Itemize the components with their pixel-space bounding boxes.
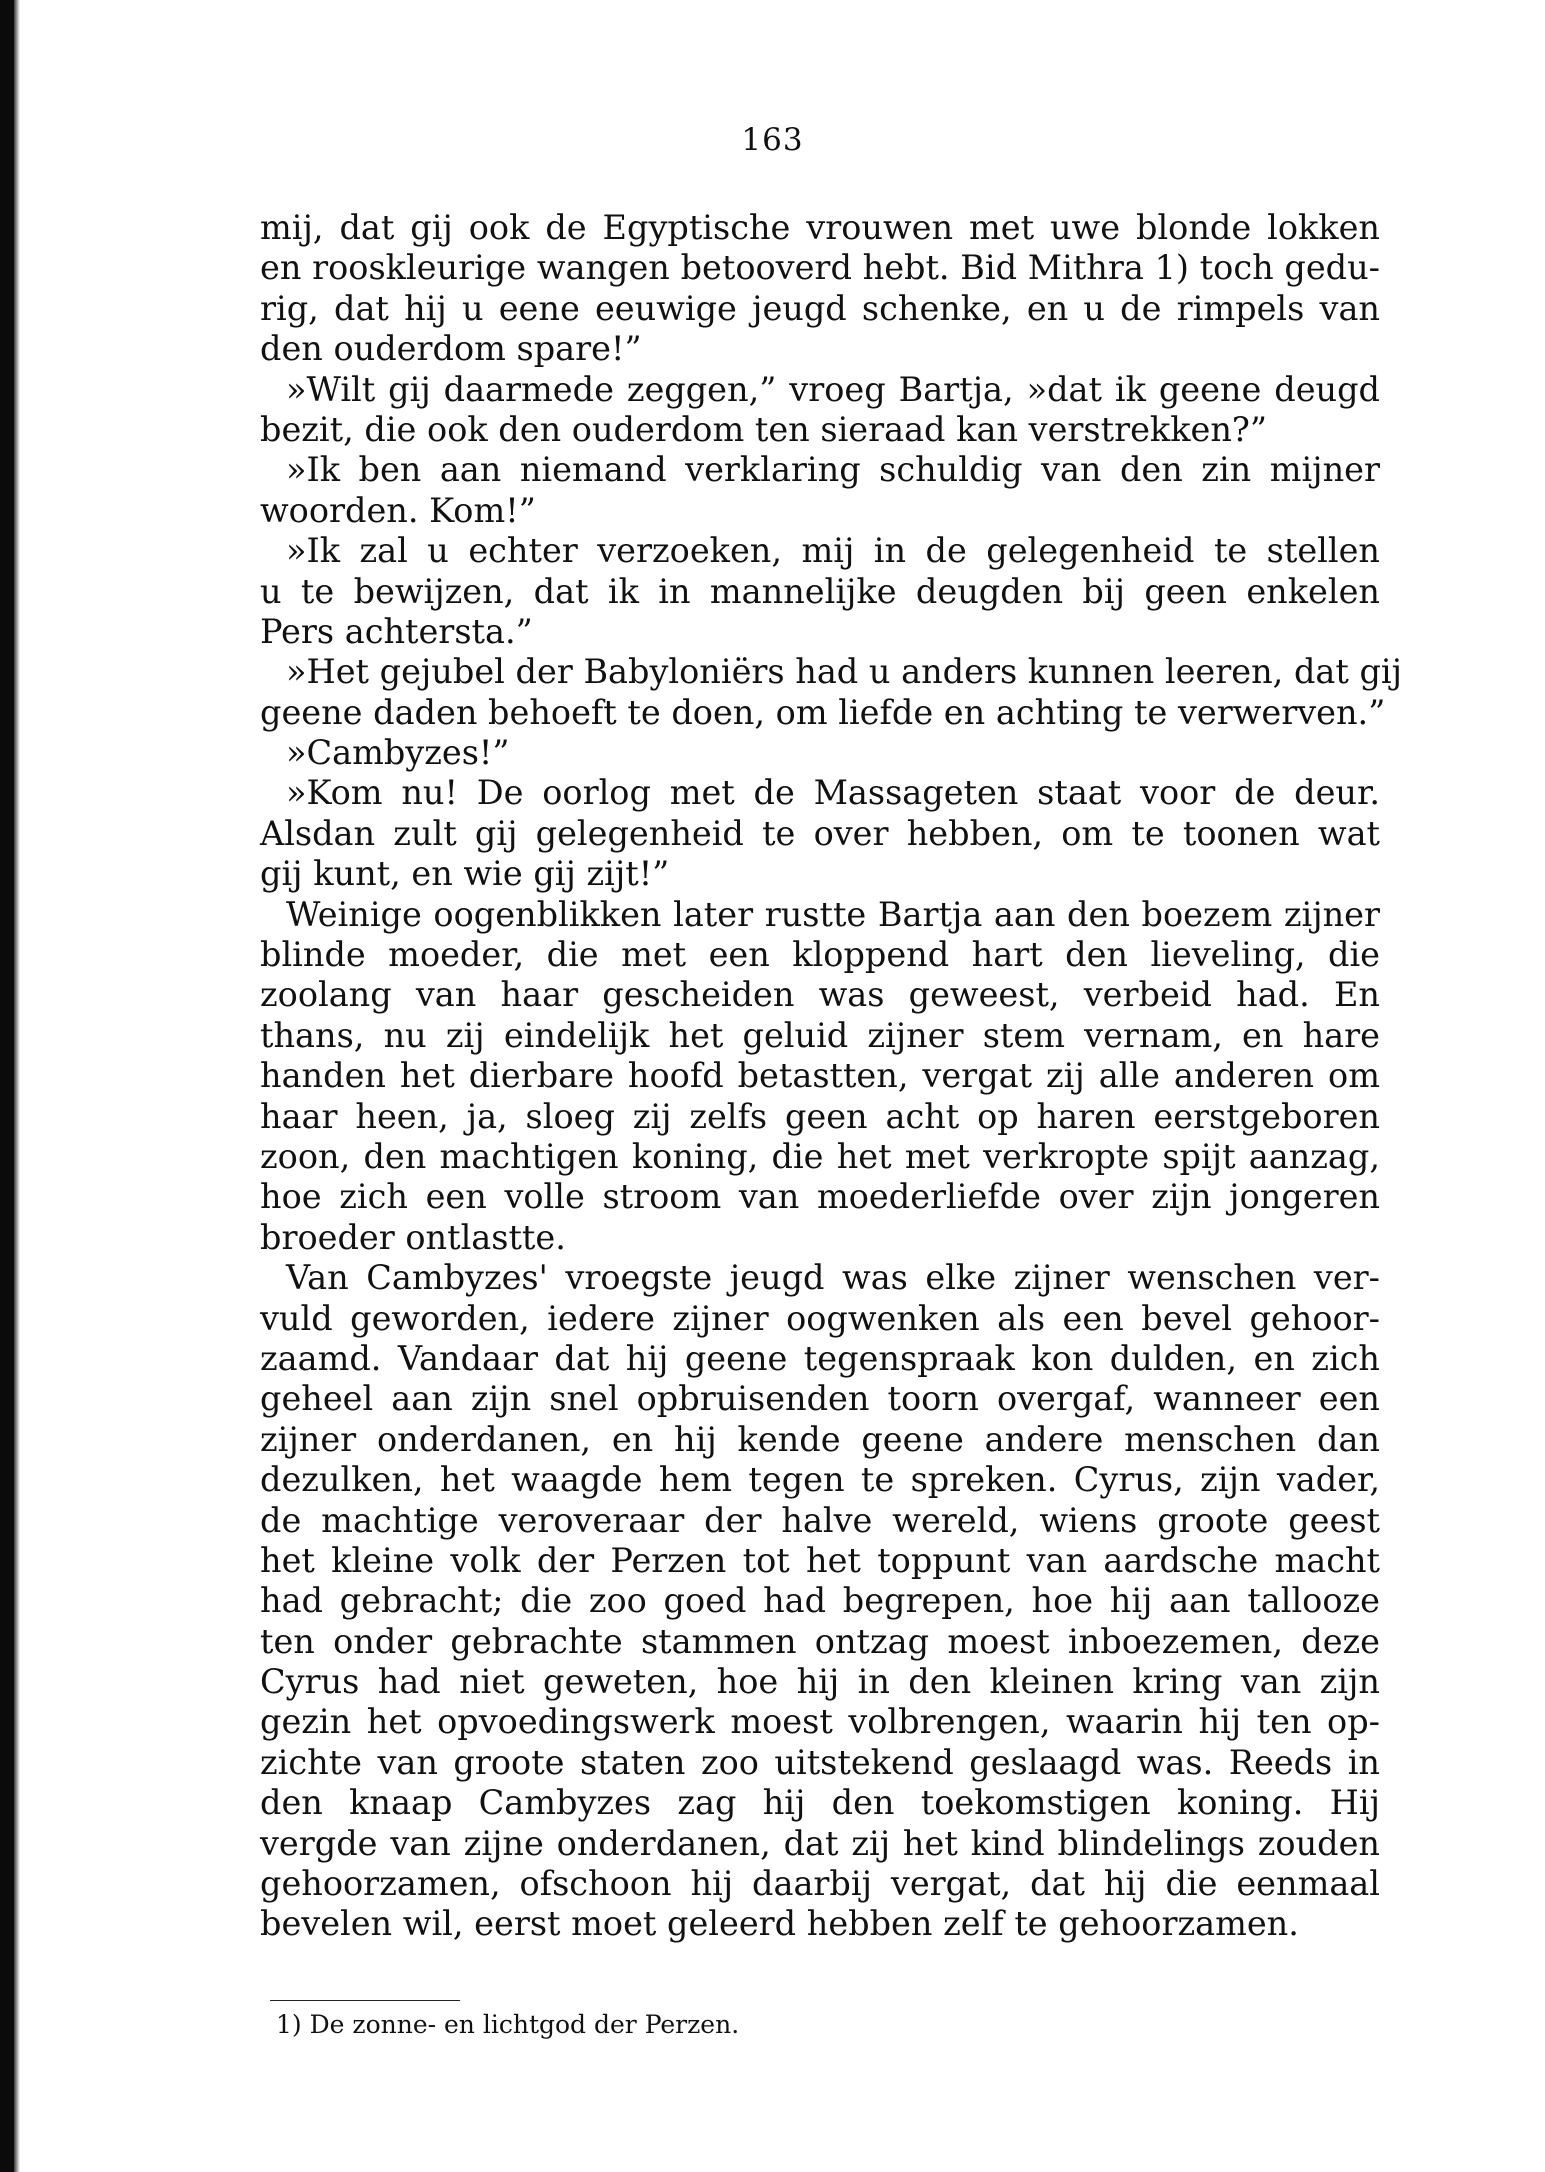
text-line: den knaap Cambyzes zag hij den toekomstigen koning. Hij: [260, 1783, 1380, 1823]
text-line: blinde moeder, die met een kloppend hart den lieveling, die: [260, 935, 1380, 975]
text-line: Pers achtersta.”: [260, 611, 533, 651]
text-line: hoe zich een volle stroom van moederliefde over zijn jongeren: [260, 1177, 1380, 1217]
footnote-divider: [270, 2000, 460, 2001]
text-line: de machtige veroveraar der halve wereld, wiens groote geest: [260, 1500, 1380, 1540]
text-line: »Wilt gij daarmede zeggen,” vroeg Bartja, »dat ik geene deugd: [286, 369, 1380, 409]
text-line: het kleine volk der Perzen tot het toppunt van aardsche macht: [260, 1540, 1380, 1580]
text-line: gezin het opvoedingswerk moest volbrengen, waarin hij ten op-: [260, 1702, 1380, 1742]
text-line: bevelen wil, eerst moet geleerd hebben zelf te gehoorzamen.: [260, 1904, 1299, 1944]
text-line: vergde van zijne onderdanen, dat zij het kind blindelings zouden: [260, 1823, 1380, 1863]
text-line: »Ik ben aan niemand verklaring schuldig van den zin mijner: [286, 450, 1380, 490]
text-line: zoolang van haar gescheiden was geweest, verbeid had. En: [260, 975, 1380, 1015]
text-line: had gebracht; die zoo goed had begrepen, hoe hij aan tallooze: [260, 1581, 1380, 1621]
footnote: 1) De zonne- en lichtgod der Perzen.: [276, 2010, 740, 2039]
binding-edge: [0, 0, 14, 2172]
text-line: zaamd. Vandaar dat hij geene tegenspraak kon dulden, en zich: [260, 1338, 1380, 1378]
page-number: 163: [741, 122, 804, 158]
text-line: geene daden behoeft te doen, om liefde en achting te verwerven.”: [260, 692, 1386, 732]
body-text: [260, 208, 1403, 1945]
text-line: ten onder gebrachte stammen ontzag moest inboezemen, deze: [260, 1621, 1380, 1661]
text-line: zichte van groote staten zoo uitstekend geslaagd was. Reeds in: [260, 1742, 1380, 1782]
text-line: u te bewijzen, dat ik in mannelijke deugden bij geen enkelen: [260, 571, 1380, 611]
binding-shadow: [14, 0, 20, 2172]
text-line: rig, dat hij u eene eeuwige jeugd schenke, en u de rimpels van: [260, 288, 1380, 328]
text-line: den ouderdom spare!”: [260, 329, 642, 369]
text-line: gehoorzamen, ofschoon hij daarbij vergat, dat hij die eenmaal: [260, 1864, 1380, 1904]
text-line: thans, nu zij eindelijk het geluid zijner stem vernam, en hare: [260, 1015, 1380, 1055]
text-line: zoon, den machtigen koning, die het met verkropte spijt aanzag,: [260, 1136, 1380, 1176]
text-line: handen het dierbare hoofd betastten, vergat zij alle anderen om: [260, 1056, 1380, 1096]
text-line: broeder ontlastte.: [260, 1217, 566, 1257]
text-line: vuld geworden, iedere zijner oogwenken als een bevel gehoor-: [260, 1298, 1380, 1338]
text-line: mij, dat gij ook de Egyptische vrouwen met uwe blonde lokken: [260, 208, 1380, 247]
text-line: geheel aan zijn snel opbruisenden toorn overgaf, wanneer een: [260, 1379, 1380, 1419]
text-line: bezit, die ook den ouderdom ten sieraad kan verstrekken?”: [260, 409, 1267, 449]
text-line: en rooskleurige wangen betooverd hebt. Bid Mithra 1) toch gedu-: [260, 248, 1380, 288]
text-line: »Het gejubel der Babyloniërs had u anders kunnen leeren, dat gij: [286, 652, 1403, 692]
text-line: zijner onderdanen, en hij kende geene andere menschen dan: [260, 1419, 1380, 1459]
text-line: Cyrus had niet geweten, hoe hij in den kleinen kring van zijn: [260, 1662, 1380, 1702]
text-line: gij kunt, en wie gij zijt!”: [260, 854, 670, 894]
text-line: »Ik zal u echter verzoeken, mij in de gelegenheid te stellen: [286, 531, 1380, 571]
text-line: »Kom nu! De oorlog met de Massageten staat voor de deur.: [286, 773, 1380, 813]
text-line: »Cambyzes!”: [286, 733, 510, 773]
text-line: Alsdan zult gij gelegenheid te over hebben, om te toonen wat: [260, 813, 1380, 853]
text-line: haar heen, ja, sloeg zij zelfs geen acht op haren eerstgeboren: [260, 1096, 1380, 1136]
text-line: dezulken, het waagde hem tegen te spreken. Cyrus, zijn vader,: [260, 1460, 1380, 1500]
text-line: Van Cambyzes' vroegste jeugd was elke zijner wenschen ver-: [286, 1258, 1380, 1298]
text-line: woorden. Kom!”: [260, 490, 536, 530]
text-line: Weinige oogenblikken later rustte Bartja aan den boezem zijner: [286, 894, 1380, 934]
